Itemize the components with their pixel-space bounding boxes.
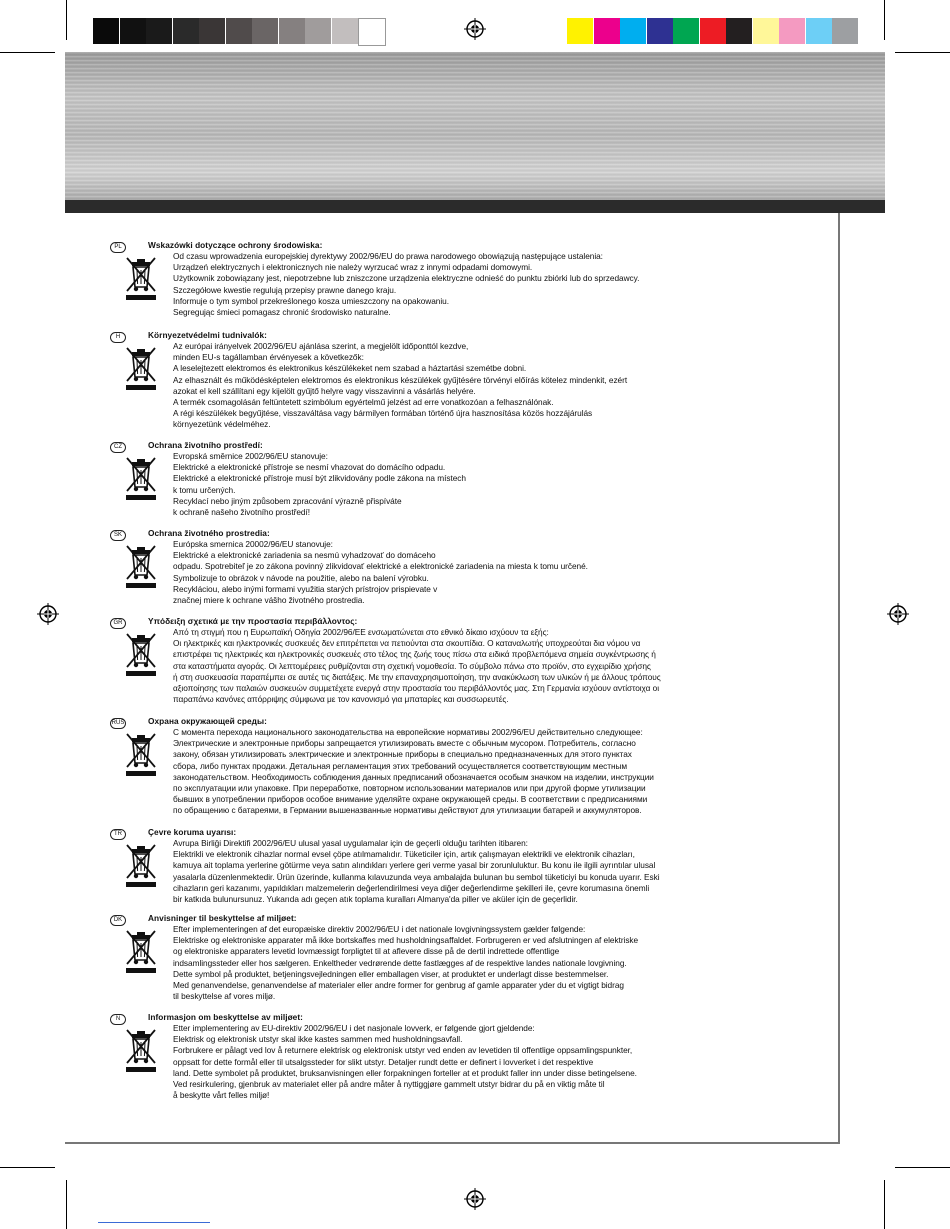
registration-mark-icon bbox=[887, 603, 909, 625]
notice-title: Υπόδειξη σχετικά με την προστασία περιβάλλοντος: bbox=[148, 616, 358, 626]
crossed-out-wheelie-bin-icon bbox=[124, 454, 158, 500]
notice-title: Ochrana životního prostředí: bbox=[148, 440, 263, 450]
crop-mark bbox=[0, 52, 55, 53]
grayscale-swatch bbox=[93, 18, 119, 44]
crop-mark bbox=[0, 1167, 55, 1168]
notice-body bbox=[173, 451, 466, 518]
notice-line: бывших в употреблении приборов особое внимание уделяйте охране окружающей среды. В соответствии с предписаниями bbox=[173, 794, 648, 805]
notice-line: επιστρέφει τις ηλεκτρικές και ηλεκτρονικές συσκευές στο τέλος της ζωής τους πίσω στα ειδικά προβλεπόμενα σημεία συγκέντρωσης ή bbox=[173, 649, 656, 660]
page-frame-bottom bbox=[65, 1142, 840, 1144]
notice-line: å beskytte vårt felles miljø! bbox=[173, 1090, 270, 1101]
crossed-out-wheelie-bin-icon bbox=[124, 630, 158, 676]
header-band bbox=[65, 52, 885, 202]
language-badge: SK bbox=[110, 530, 126, 541]
process-color-swatch bbox=[832, 18, 858, 44]
grayscale-swatch bbox=[146, 18, 172, 44]
crossed-out-wheelie-bin-icon bbox=[124, 344, 158, 390]
notice-line: Dette symbol på produktet, betjeningsvejledningen eller emballagen viser, at produktet er underlagt disse bestemmelser. bbox=[173, 968, 609, 979]
grayscale-swatch bbox=[173, 18, 199, 44]
crop-mark bbox=[66, 0, 67, 40]
notice-line: značnej miere k ochrane vášho životného prostredia. bbox=[173, 594, 365, 605]
crossed-out-wheelie-bin-icon bbox=[124, 254, 158, 300]
notice-body bbox=[173, 341, 627, 431]
notice-line: Użytkownik zobowiązany jest, niepotrzebne lub zniszczone urządzenia elektryczne odnieść do punktu zbiórki lub do sprzedawcy. bbox=[173, 273, 640, 284]
grayscale-swatch bbox=[332, 18, 358, 44]
notice-line: Urządzeń elektrycznych i elektronicznych nie należy wyrzucać wraz z innymi odpadami domowymi. bbox=[173, 262, 533, 273]
notice-body bbox=[173, 838, 660, 905]
notice-body bbox=[173, 539, 588, 606]
crop-mark bbox=[895, 1167, 950, 1168]
process-color-swatch bbox=[726, 18, 752, 44]
language-badge: RUS bbox=[110, 718, 126, 729]
notice-line: oppsatt for dette formål eller til utsalgssteder for slikt utstyr. Detaljer rundt dette er definert i lovverket i det respektive bbox=[173, 1056, 594, 1067]
notice-body bbox=[173, 727, 654, 817]
notice-line: Elektrické a elektronické přístroje musí být zlikvidovány podle zákona na místech bbox=[173, 473, 466, 484]
notice-title: Охрана окружающей среды: bbox=[148, 716, 267, 726]
language-badge: PL bbox=[110, 242, 126, 253]
notice-line: Etter implementering av EU-direktiv 2002/96/EU i det nasjonale lovverk, er følgende gjort gjeldende: bbox=[173, 1023, 535, 1033]
bottom-rule bbox=[98, 1222, 210, 1223]
notice-line: azokat el kell szállítani egy kijelölt gyűjtő helyre vagy visszavinni a vásárlás helyére. bbox=[173, 385, 476, 396]
notice-line: minden EU-s tagállamban érvényesek a következők: bbox=[173, 352, 364, 363]
notice-body bbox=[173, 251, 639, 318]
notice-line: Efter implementeringen af det europæiske direktiv 2002/96/EU i det nationale lovgivningssystem gælder følgende: bbox=[173, 924, 586, 934]
notice-line: kamuya ait toplama yerlerine götürme veya satın alındıkları yerlere geri verme yasal bir zorunluluktur. Bu konu ile ilgili ayrıntılar ulusal bbox=[173, 860, 656, 871]
notice-line: по обращению с батареями, в Германии вышеназванные нормативы действуют для утилизации батарей и аккумуляторов. bbox=[173, 805, 642, 816]
notice-line: Ved resirkulering, gjenbruk av materialet eller på andre måter å nyttiggjøre gammelt utstyr bidrar du på en viktig måte til bbox=[173, 1078, 605, 1089]
crop-mark bbox=[884, 1180, 885, 1229]
language-badge: H bbox=[110, 332, 126, 343]
notice-line: Od czasu wprowadzenia europejskiej dyrektywy 2002/96/EU do prawa narodowego obowiązują następujące ustalenia: bbox=[173, 251, 603, 261]
notice-line: Informuje o tym symbol przekreślonego kosza umieszczony na opakowaniu. bbox=[173, 295, 449, 306]
process-color-swatch bbox=[806, 18, 832, 44]
header-dark-bar bbox=[65, 200, 885, 213]
process-color-swatch bbox=[673, 18, 699, 44]
language-badge: GR bbox=[110, 618, 126, 629]
notice-title: Ochrana životného prostredia: bbox=[148, 528, 270, 538]
notice-line: στα καταστήματα αγοράς. Οι λεπτομέρειες ρυθμίζονται στη σχετική νομοθεσία. Το σύμβολο πάνω στο προϊόν, στο εγχειρίδιο χρήσης bbox=[173, 660, 651, 671]
notice-line: Recyklací nebo jiným způsobem zpracování výrazně přispíváte bbox=[173, 495, 402, 506]
notice-title: Környezetvédelmi tudnivalók: bbox=[148, 330, 267, 340]
notice-title: Çevre koruma uyarısı: bbox=[148, 827, 237, 837]
notice-line: Az európai irányelvek 2002/96/EU ajánlása szerint, a megjelölt időponttól kezdve, bbox=[173, 341, 469, 351]
process-color-swatch bbox=[567, 18, 593, 44]
notice-line: Az elhasznált és működésképtelen elektromos és elektronikus készülékek gyűjtésére törvényi előírás kötelez mindenkit, ezért bbox=[173, 374, 628, 385]
notice-line: Από τη στιγμή που η Ευρωπαϊκή Οδηγία 2002/96/ΕΕ ενσωματώνεται στο εθνικό δίκαιο ισχύουν τα εξής: bbox=[173, 627, 549, 637]
notice-line: Οι ηλεκτρικές και ηλεκτρονικές συσκευές δεν επιτρέπεται να πετιούνται στα σκουπίδια. Ο καταναλωτής υποχρεούται δια νόμου να bbox=[173, 638, 641, 649]
process-color-swatch bbox=[779, 18, 805, 44]
grayscale-swatch bbox=[120, 18, 146, 44]
notice-line: A régi készülékek begyűjtése, visszaváltása vagy bármilyen formában történő újra hasznosítása közös hozzájárulás bbox=[173, 408, 593, 419]
notice-body bbox=[173, 924, 638, 1002]
process-color-swatch bbox=[647, 18, 673, 44]
notice-line: Recykláciou, alebo inými formami využitia starých prístrojov prispievate v bbox=[173, 583, 438, 594]
grayscale-swatch bbox=[279, 18, 305, 44]
language-badge: TR bbox=[110, 829, 126, 840]
process-color-swatch bbox=[753, 18, 779, 44]
notice-line: сбора, либо пунктах продажи. Детальная регламентация этих требований осуществляется соответствующим местным bbox=[173, 760, 628, 771]
crossed-out-wheelie-bin-icon bbox=[124, 1026, 158, 1072]
notice-line: A termék csomagolásán feltüntetett szimbólum egyértelmű jelzést ad erre vonatkozóan a felhasználónak. bbox=[173, 396, 554, 407]
crossed-out-wheelie-bin-icon bbox=[124, 927, 158, 973]
notice-line: bir katkıda bulunursunuz. Yukarıda adı geçen atık toplama kuralları Almanya'da piller ve aküler için de geçerlidir. bbox=[173, 893, 578, 904]
notice-title: Anvisninger til beskyttelse af miljøet: bbox=[148, 913, 297, 923]
process-color-swatch bbox=[594, 18, 620, 44]
crossed-out-wheelie-bin-icon bbox=[124, 841, 158, 887]
crop-mark bbox=[884, 0, 885, 40]
grayscale-swatch bbox=[199, 18, 225, 44]
notice-line: Elektrikli ve elektronik cihazlar normal evsel çöpe atılmamalıdır. Tüketiciler için, artık çalışmayan elektrikli ve elektronik cihazları, bbox=[173, 849, 635, 860]
crossed-out-wheelie-bin-icon bbox=[124, 730, 158, 776]
notice-line: Elektriske og elektroniske apparater må ikke bortskaffes med husholdningsaffaldet. Forbrugeren er ved afslutningen af elektriske bbox=[173, 935, 639, 946]
notice-line: αξιοποίησης των παλαιών συσκευών συμμετέχετε ενεργά στην προστασία του περιβάλλοντός μας. Στη Γερμανία ισχύουν αντίστοιχα οι bbox=[173, 682, 659, 693]
notice-line: С момента перехода национального законодательства на европейские нормативы 2002/96/EU действительно следующее: bbox=[173, 727, 643, 737]
notice-body bbox=[173, 1023, 637, 1101]
notice-line: Forbrukere er pålagt ved lov å returnere elektrisk og elektronisk utstyr ved enden av levetiden til offentlige oppsamlingspunkter, bbox=[173, 1045, 633, 1056]
notice-line: παραπάνω κανόνες απόρριψης σύμφωνα με τον κανονισμό για μπαταρίες και συσσωρευτές. bbox=[173, 694, 509, 705]
notice-line: Avrupa Birliği Direktifi 2002/96/EU ulusal yasal uygulamalar için de geçerli olduğu tarihten itibaren: bbox=[173, 838, 528, 848]
notice-line: Európska smernica 20002/96/EU stanovuje: bbox=[173, 539, 333, 549]
notice-line: indsamlingssteder eller hos sælgeren. Enkeltheder vedrørende dette fastlægges af de respektive landes nationale lovgivning. bbox=[173, 957, 627, 968]
notice-line: Elektrické a elektronické přístroje se nesmí vhazovat do domácího odpadu. bbox=[173, 462, 446, 473]
notice-line: закону, обязан утилизировать электрические и электронные приборы в специально предназначенных для этого пунктах bbox=[173, 749, 632, 760]
notice-body bbox=[173, 627, 661, 705]
notice-line: cihazların geri kazanımı, yapıldıkları malzemelerin değerlendirilmesi veya diğer değerlendirme şekilleri ile, çevre korumasına önemli bbox=[173, 882, 650, 893]
notice-line: Elektrické a elektronické zariadenia sa nesmú vyhadzovať do domáceho bbox=[173, 550, 436, 561]
notice-line: Segregując śmieci pomagasz chronić środowisko naturalne. bbox=[173, 306, 391, 317]
crop-mark bbox=[895, 52, 950, 53]
notice-line: Symbolizuje to obrázok v návode na použitie, alebo na balení výrobku. bbox=[173, 572, 429, 583]
crop-mark bbox=[66, 1180, 67, 1229]
notice-line: land. Dette symbolet på produktet, bruksanvisningen eller forpakningen forteller at et produkt faller inn under disse betingelsene. bbox=[173, 1067, 637, 1078]
notice-line: k tomu určených. bbox=[173, 484, 236, 495]
notice-line: по эксплуатации или упаковке. При переработке, повторном использовании материалов или при другой форме утилизации bbox=[173, 782, 646, 793]
notice-line: Elektrisk og elektronisk utstyr skal ikke kastes sammen med husholdningsavfall. bbox=[173, 1034, 463, 1045]
notice-line: законодательством. Необходимость соблюдения данных предписаний обозначается особым значком на изделии, инструкции bbox=[173, 771, 654, 782]
notice-title: Informasjon om beskyttelse av miljøet: bbox=[148, 1012, 303, 1022]
notice-line: Szczegółowe kwestie regulują przepisy prawne danego kraju. bbox=[173, 284, 397, 295]
notice-line: Evropská směrnice 2002/96/EU stanovuje: bbox=[173, 451, 328, 461]
notice-title: Wskazówki dotyczące ochrony środowiska: bbox=[148, 240, 323, 250]
language-badge: CZ bbox=[110, 442, 126, 453]
registration-mark-icon bbox=[37, 603, 59, 625]
notice-line: odpadu. Spotrebiteľ je zo zákona povinný zlikvidovať elektrické a elektronické zariadenia na miesta k tomu určené. bbox=[173, 561, 588, 572]
notice-line: ή στη συσκευασία παραπέμπει σε αυτές τις διατάξεις. Με την επαναχρησιμοποίηση, την ανακύκλωση των υλικών ή με άλλους τρόπους bbox=[173, 671, 661, 682]
process-color-swatch bbox=[700, 18, 726, 44]
process-color-swatch bbox=[620, 18, 646, 44]
page-frame-right bbox=[838, 213, 840, 1143]
registration-mark-icon bbox=[464, 18, 486, 40]
grayscale-swatch bbox=[252, 18, 278, 44]
notice-line: A leselejtezett elektromos és elektronikus készülékeket nem szabad a háztartási szemétbe dobni. bbox=[173, 363, 527, 374]
language-badge: DK bbox=[110, 915, 126, 926]
notice-line: környezetünk védelméhez. bbox=[173, 419, 271, 430]
language-badge: N bbox=[110, 1014, 126, 1025]
notice-line: Электрические и электронные приборы запрещается утилизировать вместе с обычным мусором. Потребитель, согласно bbox=[173, 738, 636, 749]
notice-line: k ochraně našeho životního prostředí! bbox=[173, 506, 310, 517]
crossed-out-wheelie-bin-icon bbox=[124, 542, 158, 588]
grayscale-swatch bbox=[305, 18, 331, 44]
grayscale-swatch bbox=[226, 18, 252, 44]
notice-line: Med genanvendelse, genanvendelse af materialer eller andre former for genbrug af gamle apparater yder du et vigtigt bidrag bbox=[173, 979, 624, 990]
registration-mark-icon bbox=[464, 1188, 486, 1210]
grayscale-swatch bbox=[358, 18, 386, 46]
notice-line: til beskyttelse af vores miljø. bbox=[173, 991, 276, 1002]
notice-line: yasalarla düzenlenmektedir. Ürün üzerinde, kullanma kılavuzunda veya ambalajda bulunan bu sembol tüketiciyi bu konuda uyarır. Eski bbox=[173, 871, 660, 882]
notice-line: og elektroniske apparaters levetid lovmæssigt forpligtet til at aflevere disse på de dertil indrettede offentlige bbox=[173, 946, 560, 957]
